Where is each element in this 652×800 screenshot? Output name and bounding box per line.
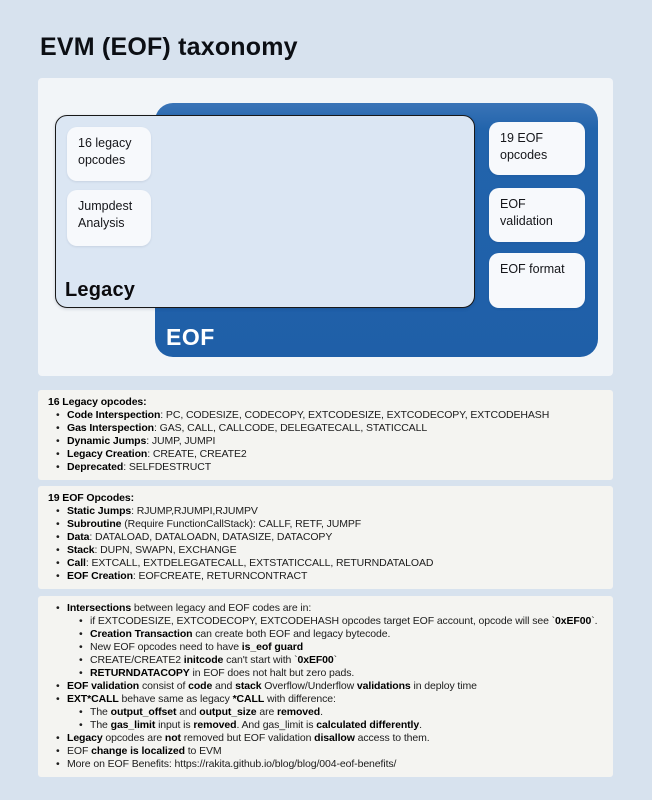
bullet-item: • Data: DATALOAD, DATALOADN, DATASIZE, DATACOPY	[56, 531, 603, 544]
bullet-item: • Stack: DUPN, SWAPN, EXCHANGE	[56, 544, 603, 557]
legacy-opcodes-section	[38, 390, 613, 480]
eof-opcodes-count-card: 19 EOF opcodes	[489, 122, 585, 175]
bullet-item: • The output_offset and output_size are removed.	[79, 706, 603, 719]
bullet-item: • CREATE/CREATE2 initcode can't start with `0xEF00`	[79, 654, 603, 667]
bullet-item: • if EXTCODESIZE, EXTCODECOPY, EXTCODEHASH opcodes target EOF account, opcode will see `0xEF00`.	[79, 615, 603, 628]
eof-label: EOF	[166, 324, 215, 350]
eof-opcodes-section	[38, 486, 613, 589]
jumpdest-analysis-card: Jumpdest Analysis	[67, 190, 151, 246]
legacy-opcodes-list	[48, 409, 603, 474]
eof-validation-card: EOF validation	[489, 188, 585, 242]
taxonomy-diagram-panel	[38, 78, 613, 376]
bullet-item: • Legacy opcodes are not removed but EOF validation disallow access to them.	[56, 732, 603, 745]
eof-opcodes-list	[48, 505, 603, 583]
legacy-region-box	[55, 115, 475, 308]
bullet-item: • EOF validation consist of code and stack Overflow/Underflow validations in deploy time	[56, 680, 603, 693]
bullet-item: • Creation Transaction can create both EOF and legacy bytecode.	[79, 628, 603, 641]
bullet-item: • Intersections between legacy and EOF codes are in:	[56, 602, 603, 615]
bullet-item: • RETURNDATACOPY in EOF does not halt but zero pads.	[79, 667, 603, 680]
bullet-item: • Code Interspection: PC, CODESIZE, CODECOPY, EXTCODESIZE, EXTCODECOPY, EXTCODEHASH	[56, 409, 603, 422]
legacy-opcodes-section-title: 16 Legacy opcodes:	[48, 396, 147, 408]
bullet-item: • New EOF opcodes need to have is_eof guard	[79, 641, 603, 654]
bullet-item: • Deprecated: SELFDESTRUCT	[56, 461, 603, 474]
bullet-item: • EOF Creation: EOFCREATE, RETURNCONTRACT	[56, 570, 603, 583]
bullet-item: • Static Jumps: RJUMP,RJUMPI,RJUMPV	[56, 505, 603, 518]
legacy-opcodes-count-card: 16 legacy opcodes	[67, 127, 151, 181]
bullet-item: • The gas_limit input is removed. And gas_limit is calculated differently.	[79, 719, 603, 732]
bullet-item: • Legacy Creation: CREATE, CREATE2	[56, 448, 603, 461]
page-title: EVM (EOF) taxonomy	[40, 33, 298, 61]
bullet-item: • Subroutine (Require FunctionCallStack): CALLF, RETF, JUMPF	[56, 518, 603, 531]
bullet-item: • EOF change is localized to EVM	[56, 745, 603, 758]
intersections-notes-section	[38, 596, 613, 777]
bullet-item: • More on EOF Benefits: https://rakita.github.io/blog/blog/004-eof-benefits/	[56, 758, 603, 771]
bullet-item: • EXT*CALL behave same as legacy *CALL with difference:	[56, 693, 603, 706]
bullet-item: • Gas Interspection: GAS, CALL, CALLCODE, DELEGATECALL, STATICCALL	[56, 422, 603, 435]
bullet-item: • Call: EXTCALL, EXTDELEGATECALL, EXTSTATICCALL, RETURNDATALOAD	[56, 557, 603, 570]
legacy-label: Legacy	[65, 279, 136, 301]
eof-opcodes-section-title: 19 EOF Opcodes:	[48, 492, 135, 504]
eof-format-card: EOF format	[489, 253, 585, 308]
intersections-notes-list	[48, 602, 603, 771]
bullet-item: • Dynamic Jumps: JUMP, JUMPI	[56, 435, 603, 448]
